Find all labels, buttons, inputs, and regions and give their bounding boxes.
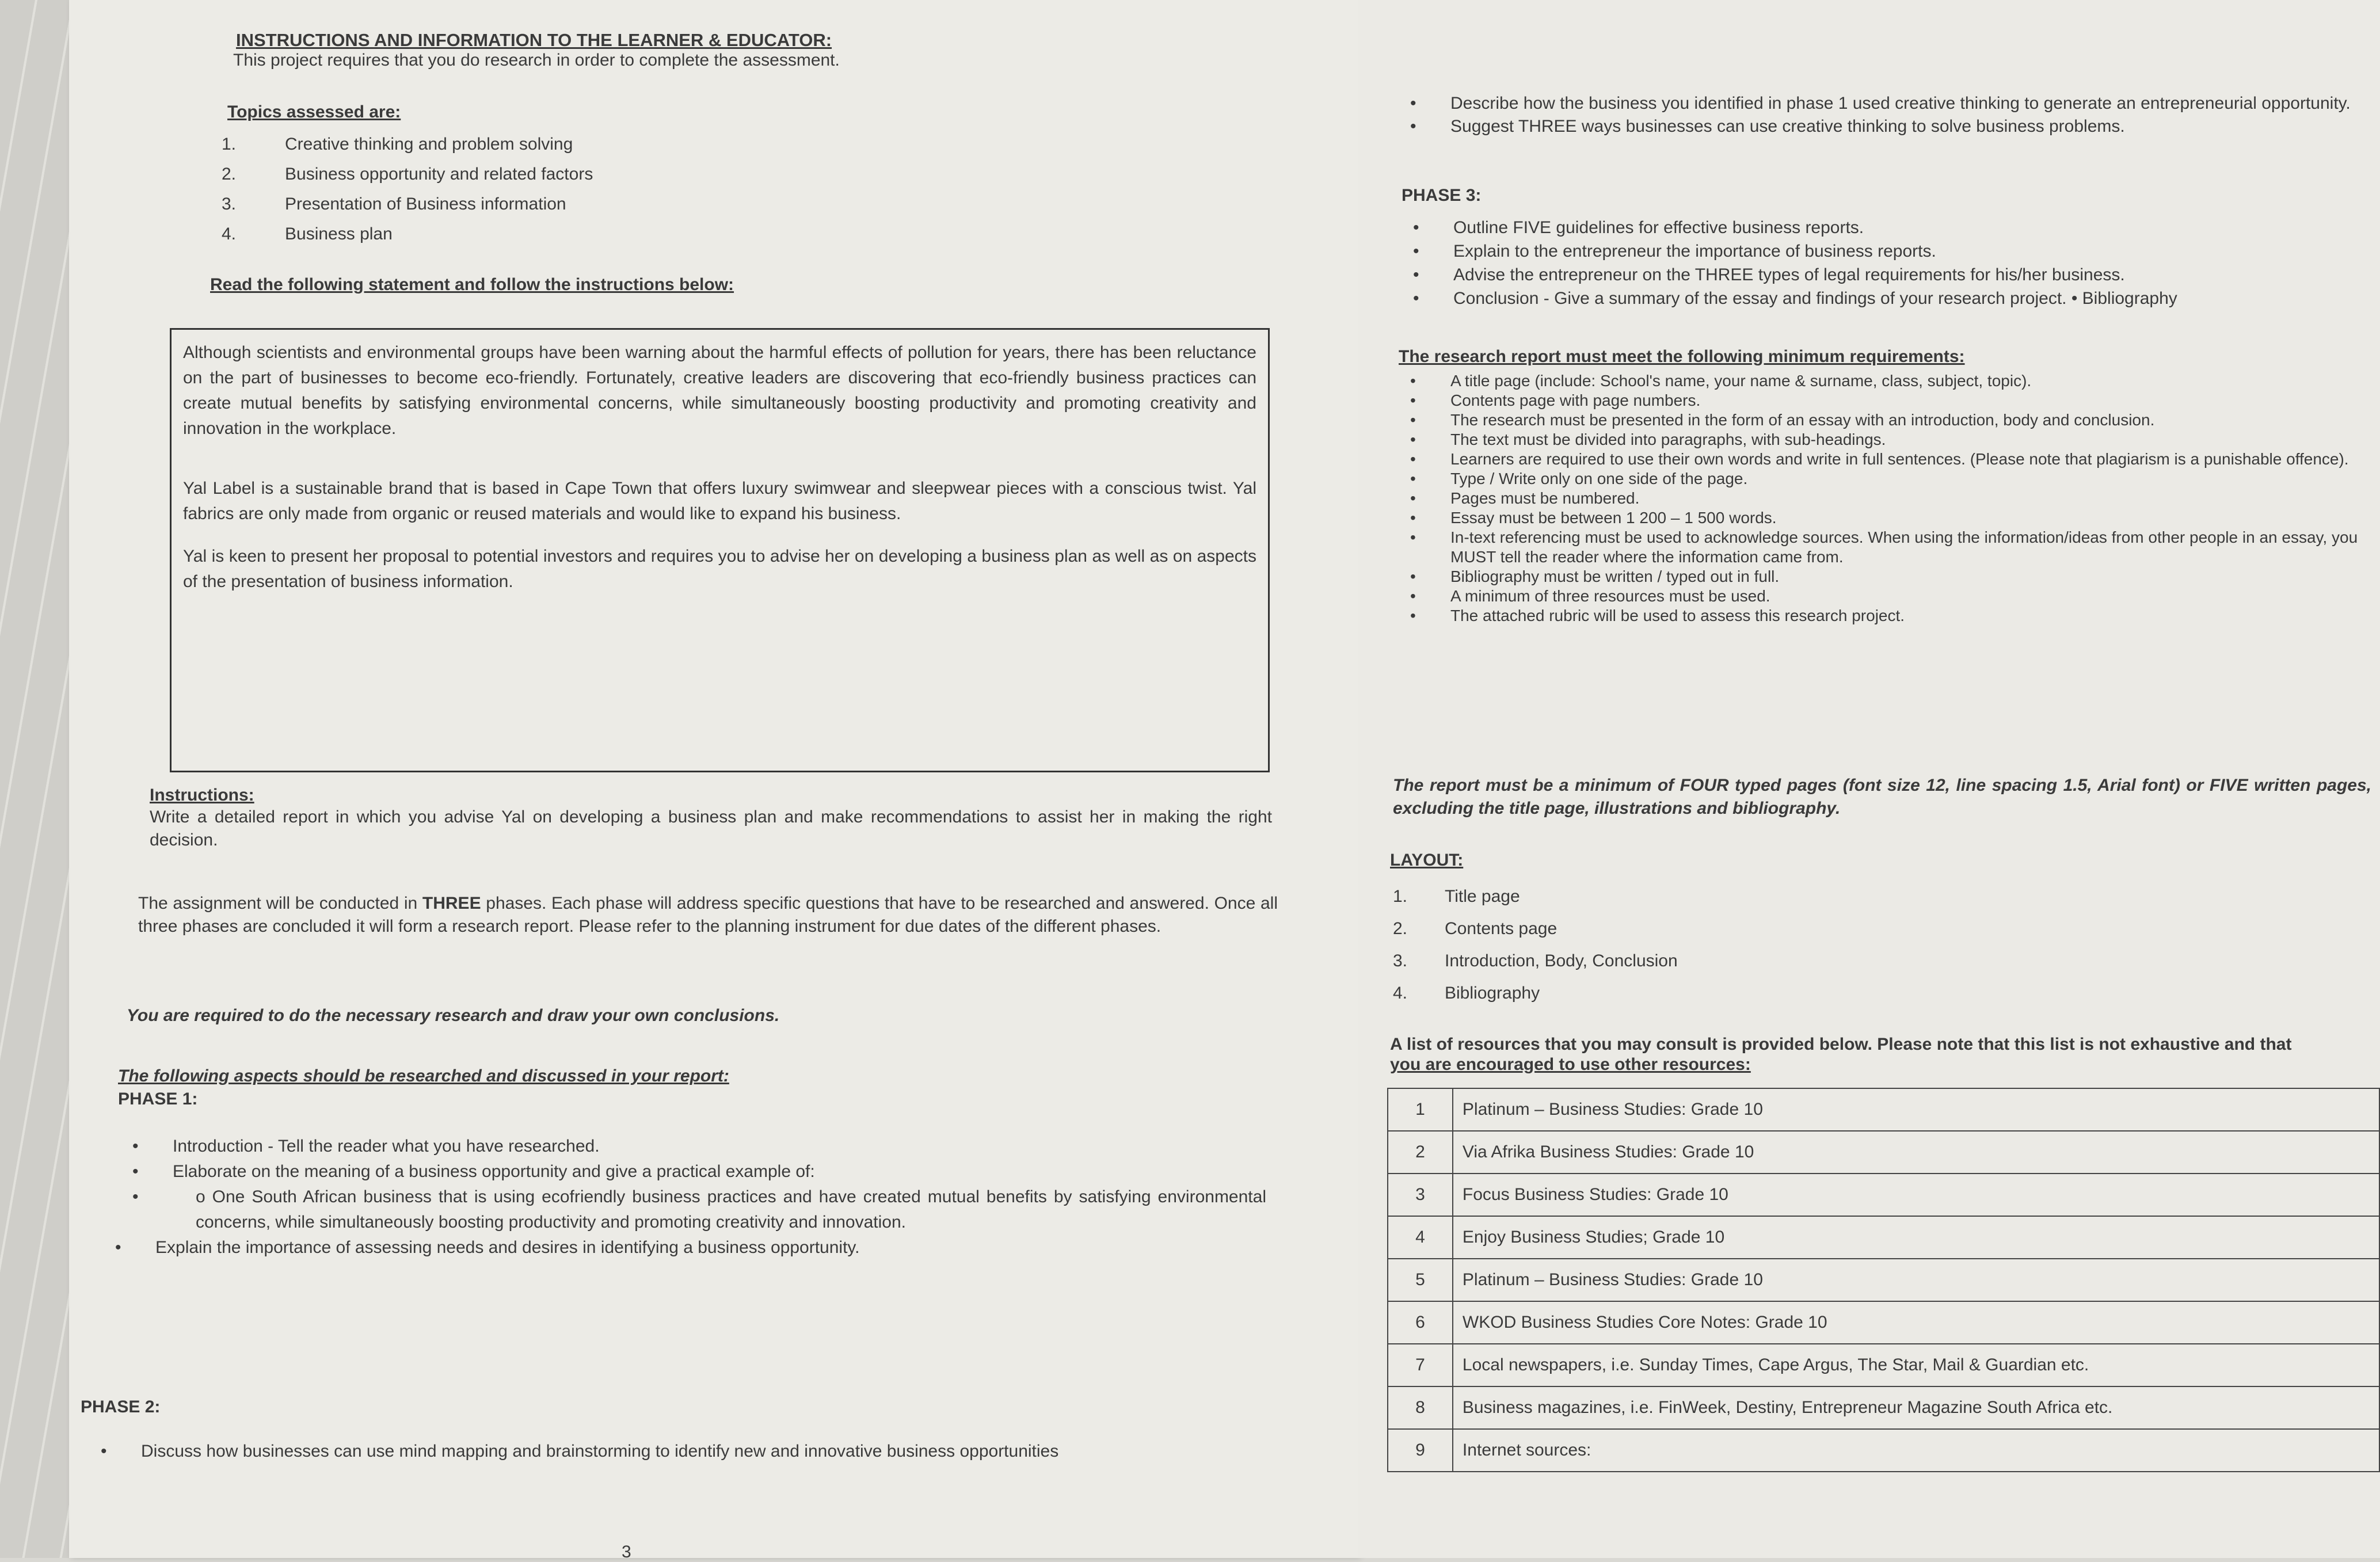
assignment-paragraph: The assignment will be conducted in THREE phases. Each phase will address specific questions that have to be researched and answered. Once all three phases are concluded it will form a research report. Please refer to the planning instrument for due dates of the different phases.: [138, 894, 1278, 936]
intro-text: This project requires that you do research in order to complete the assessment.: [233, 51, 840, 70]
table-row: 8 Business magazines, i.e. FinWeek, Destiny, Entrepreneur Magazine South Africa etc.: [1388, 1386, 2379, 1429]
requirement-item: • The research must be presented in the form of an essay with an introduction, body and conclusion.: [1450, 410, 2366, 430]
resources-intro: A list of resources that you may consult is provided below. Please note that this list is not exhaustive and that: [1390, 1035, 2292, 1054]
topics-heading: Topics assessed are:: [227, 102, 401, 121]
statement-paragraph: Yal Label is a sustainable brand that is based in Cape Town that offers luxury swimwear and sleepwear pieces with a conscious twist. Yal fabrics are only made from organic or reused materials and would like to expand his business.: [183, 479, 1256, 523]
statement-paragraph: Although scientists and environmental groups have been warning about the harmful effects of pollution for years, there has been reluctance on the part of businesses to become eco-friendly. Fortunately, creative leaders are discovering that eco-friendly business practices can create mutual benefits by satisfying environmental concerns, while simultaneously boosting productivity and promoting creativity and innovation in the workplace.: [183, 343, 1256, 438]
table-row: 1 Platinum – Business Studies: Grade 10: [1388, 1088, 2379, 1131]
requirement-item: • Contents page with page numbers.: [1450, 391, 2366, 410]
research-note: You are required to do the necessary research and draw your own conclusions.: [127, 1006, 780, 1025]
requirement-item: • Bibliography must be written / typed out in full.: [1450, 567, 2366, 586]
phase3-item: • Advise the entrepreneur on the THREE types of legal requirements for his/her business.: [1453, 263, 2177, 287]
topic-item: 1. Creative thinking and problem solving: [222, 135, 573, 154]
phase2-item: • Suggest THREE ways businesses can use creative thinking to solve business problems.: [1450, 115, 2360, 138]
table-row: 2 Via Afrika Business Studies: Grade 10: [1388, 1131, 2379, 1174]
phase3-list: [1453, 216, 2177, 310]
layout-item: 2. Contents page: [1393, 919, 1558, 938]
topics-list: [222, 129, 593, 249]
instructions-heading: Instructions:: [150, 786, 254, 805]
requirements-list: [1450, 371, 2366, 626]
requirement-item: • A minimum of three resources must be used.: [1450, 586, 2366, 606]
phase2-item: • Discuss how businesses can use mind mapping and brainstorming to identify new and innovative business opportunities: [141, 1439, 1246, 1464]
report-length-note: The report must be a minimum of FOUR typed pages (font size 12, line spacing 1.5, Arial font) or FIVE written pages, excluding the title page, illustrations and bibliography.: [1393, 776, 2371, 818]
resources-intro-continued: you are encouraged to use other resources:: [1390, 1055, 1751, 1074]
resources-table: [1387, 1088, 2380, 1472]
table-row: 5 Platinum – Business Studies: Grade 10: [1388, 1259, 2379, 1301]
topic-item: 4. Business plan: [222, 224, 393, 243]
right-page: [1358, 0, 2380, 1558]
instructions-paragraph: Write a detailed report in which you advise Yal on developing a business plan and make recommendations to assist her in making the right decision.: [150, 807, 1272, 849]
phase3-label: PHASE 3:: [1402, 186, 1482, 205]
table-row: 7 Local newspapers, i.e. Sunday Times, Cape Argus, The Star, Mail & Guardian etc.: [1388, 1344, 2379, 1386]
phase1-label: PHASE 1:: [118, 1089, 198, 1108]
requirement-item: • Pages must be numbered.: [1450, 489, 2366, 508]
phase3-item: • Explain to the entrepreneur the importance of business reports.: [1453, 239, 2177, 263]
statement-box: [170, 328, 1270, 772]
phase1-item: • Explain the importance of assessing needs and desires in identifying a business opportunity.: [155, 1235, 1266, 1260]
statement-paragraph: Yal is keen to present her proposal to potential investors and requires you to advise her on developing a business plan as well as on aspects of the presentation of business information.: [183, 547, 1256, 591]
read-statement-heading: Read the following statement and follow the instructions below:: [210, 275, 734, 294]
aspects-heading: The following aspects should be researched and discussed in your report:: [118, 1066, 729, 1085]
phase2-item: • Describe how the business you identified in phase 1 used creative thinking to generate an entrepreneurial opportunity.: [1450, 92, 2360, 115]
topic-item: 2. Business opportunity and related factors: [222, 165, 593, 184]
table-row: 3 Focus Business Studies: Grade 10: [1388, 1174, 2379, 1216]
layout-item: 4. Bibliography: [1393, 984, 1540, 1003]
phase2-continued-list: [1450, 92, 2360, 138]
page-number: 3: [622, 1542, 631, 1561]
phase2-label: PHASE 2:: [81, 1397, 161, 1416]
table-row: 9 Internet sources:: [1388, 1429, 2379, 1472]
requirement-item: • The attached rubric will be used to assess this research project.: [1450, 606, 2366, 626]
layout-item: 1. Title page: [1393, 887, 1520, 906]
phase3-item: • Conclusion - Give a summary of the essay and findings of your research project. • Bibliography: [1453, 287, 2177, 310]
layout-list: [1393, 881, 1678, 1009]
phase1-item: • Introduction - Tell the reader what you have researched.: [173, 1134, 1266, 1159]
requirement-item: • Learners are required to use their own words and write in full sentences. (Please note that plagiarism is a punishable offence).: [1450, 449, 2366, 469]
requirement-item: • In-text referencing must be used to acknowledge sources. When using the information/ideas from other people in an essay, you MUST tell the reader where the information came from.: [1450, 528, 2366, 567]
phase3-item: • Outline FIVE guidelines for effective business reports.: [1453, 216, 2177, 239]
requirement-item: • A title page (include: School's name, your name & surname, class, subject, topic).: [1450, 371, 2366, 391]
requirement-item: • Type / Write only on one side of the page.: [1450, 469, 2366, 489]
phase2-list: [141, 1439, 1246, 1464]
topic-item: 3. Presentation of Business information: [222, 195, 566, 214]
layout-item: 3. Introduction, Body, Conclusion: [1393, 951, 1678, 970]
page-heading: INSTRUCTIONS AND INFORMATION TO THE LEARNER & EDUCATOR:: [236, 30, 832, 50]
layout-heading: LAYOUT:: [1390, 851, 1464, 870]
requirement-item: • Essay must be between 1 200 – 1 500 words.: [1450, 508, 2366, 528]
requirements-heading: The research report must meet the following minimum requirements:: [1399, 347, 1965, 366]
phase1-item: • Elaborate on the meaning of a business opportunity and give a practical example of:: [173, 1159, 1266, 1184]
requirement-item: • The text must be divided into paragraphs, with sub-headings.: [1450, 430, 2366, 449]
phase1-subitem: • o One South African business that is using ecofriendly business practices and have created mutual benefits by satisfying environmental concerns, while simultaneously boosting productivity and promoting creativity and innovation.: [173, 1184, 1266, 1235]
table-row: 4 Enjoy Business Studies; Grade 10: [1388, 1216, 2379, 1259]
table-row: 6 WKOD Business Studies Core Notes: Grade 10: [1388, 1301, 2379, 1344]
phase1-list: [155, 1134, 1266, 1260]
left-page: [69, 0, 1358, 1561]
